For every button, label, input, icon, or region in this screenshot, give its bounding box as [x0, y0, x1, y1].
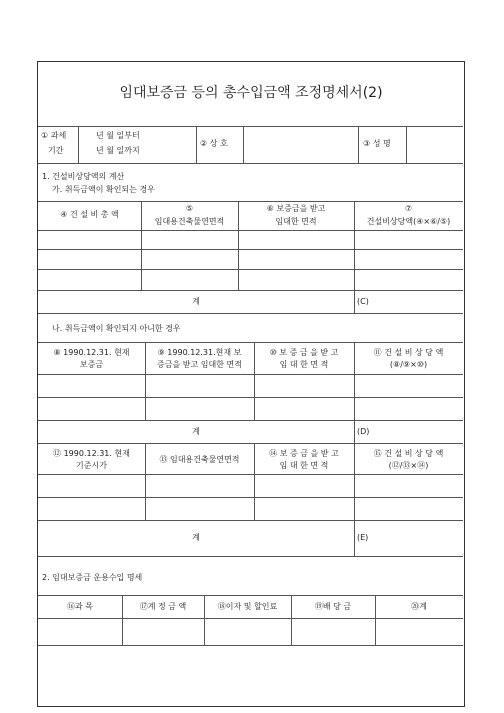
rule — [38, 163, 463, 164]
col-head-construction-equiv-c: ⑮ 건 설 비 상 당 액 — [373, 449, 444, 458]
col-head-leased-area-1990: ⑨ 1990.12.31.현재 보 — [157, 348, 242, 357]
rule — [38, 618, 463, 619]
rule — [38, 126, 463, 127]
col-head-leased-area: ⑥ 보증금을 받고 — [266, 204, 326, 213]
rule — [38, 595, 463, 596]
rule — [141, 201, 142, 290]
rule — [38, 556, 463, 557]
total-label-a: 계 — [192, 297, 200, 306]
rule — [38, 443, 463, 444]
name-label: ③ 성 명 — [363, 139, 391, 148]
rule — [238, 201, 239, 290]
col-head-construction-total: ④ 건 설 비 총 액 — [60, 210, 119, 219]
section2-heading: 2. 임대보증금 운용수입 명세 — [42, 573, 143, 582]
col-head-account: ⑯과 목 — [67, 602, 93, 611]
section1-heading: 1. 건설비상당액의 계산 — [42, 172, 125, 181]
col-head-deposit-1990-2: 보증금 — [79, 360, 104, 369]
col-head-leased-area-c: ⑭ 보 증 금 을 받 고 — [269, 449, 339, 458]
rule — [38, 342, 463, 343]
rule — [406, 126, 407, 163]
total-ref-c: (C) — [357, 297, 369, 306]
col-head-construction-equiv: 건설비상당액(④×⑥/⑤) — [366, 217, 451, 226]
col-head-num-7: ⑦ — [404, 204, 413, 213]
page-title: 임대보증금 등의 총수입금액 조정명세서(2) — [119, 85, 383, 101]
col-head-leased-area-c-2: 임 대 한 면 적 — [279, 461, 329, 470]
rule — [38, 269, 463, 270]
period-label-2: 기간 — [48, 146, 64, 155]
total-ref-d: (D) — [357, 427, 370, 436]
rule — [243, 126, 244, 163]
col-head-num-5: ⑤ — [185, 204, 194, 213]
col-head-leased-area-2: 임대한 면적 — [275, 217, 317, 226]
rule — [38, 420, 463, 421]
col-head-construction-equiv-b: ⑪ 건 설 비 상 당 액 — [373, 348, 444, 357]
rule — [358, 126, 359, 163]
rule — [354, 443, 355, 556]
rule — [38, 201, 463, 202]
period-to[interactable]: 년 월 일까지 — [96, 146, 140, 155]
rule — [38, 249, 463, 250]
total-label-b: 계 — [192, 427, 200, 436]
form-frame — [37, 61, 465, 707]
col-head-interest-discount: ⑱이자 및 할인료 — [217, 602, 278, 611]
rule — [38, 290, 463, 291]
total-ref-e: (E) — [357, 533, 369, 542]
rule — [38, 474, 463, 475]
period-from[interactable]: 년 월 일부터 — [96, 131, 140, 140]
company-label: ② 상 호 — [200, 139, 228, 148]
col-head-leased-area-1990-2: 증금을 받고 임대한 면적 — [157, 360, 242, 369]
col-head-leased-area-b: ⑩ 보 증 금 을 받 고 — [269, 348, 339, 357]
rule — [78, 126, 79, 163]
col-head-base-price-1990: ⑫ 1990.12.31. 현재 — [53, 449, 130, 458]
col-head-account-amount: ⑰계 정 금 액 — [139, 602, 187, 611]
rule — [38, 313, 463, 314]
section1-sub-b: 나. 취득금액이 확인되지 아니한 경우 — [52, 324, 181, 333]
rule — [38, 230, 463, 231]
rule — [38, 645, 463, 646]
col-head-deposit-1990: ⑧ 1990.12.31. 현재 — [53, 348, 130, 357]
rule — [38, 497, 463, 498]
col-head-floor-area-c: ⑬ 임대용건축물연면적 — [159, 455, 240, 464]
col-head-leased-area-b-2: 임 대 한 면 적 — [279, 360, 329, 369]
section1-sub-a: 가. 취득금액이 확인되는 경우 — [52, 185, 155, 194]
total-label-c: 계 — [192, 533, 200, 542]
col-head-total: ⑳계 — [411, 602, 427, 611]
rule — [196, 126, 197, 163]
rule — [38, 374, 463, 375]
col-head-construction-equiv-c-2: (⑫/⑬×⑭) — [388, 461, 429, 470]
col-head-construction-equiv-b-2: (⑧/⑨×⑩) — [389, 360, 428, 369]
rule — [38, 397, 463, 398]
period-label: ① 과세 — [41, 131, 67, 140]
col-head-dividend: ⑲배 당 금 — [314, 602, 352, 611]
col-head-floor-area: 임대용건축물연면적 — [154, 217, 225, 226]
col-head-base-price-1990-2: 기준시가 — [76, 461, 107, 470]
rule — [38, 520, 463, 521]
